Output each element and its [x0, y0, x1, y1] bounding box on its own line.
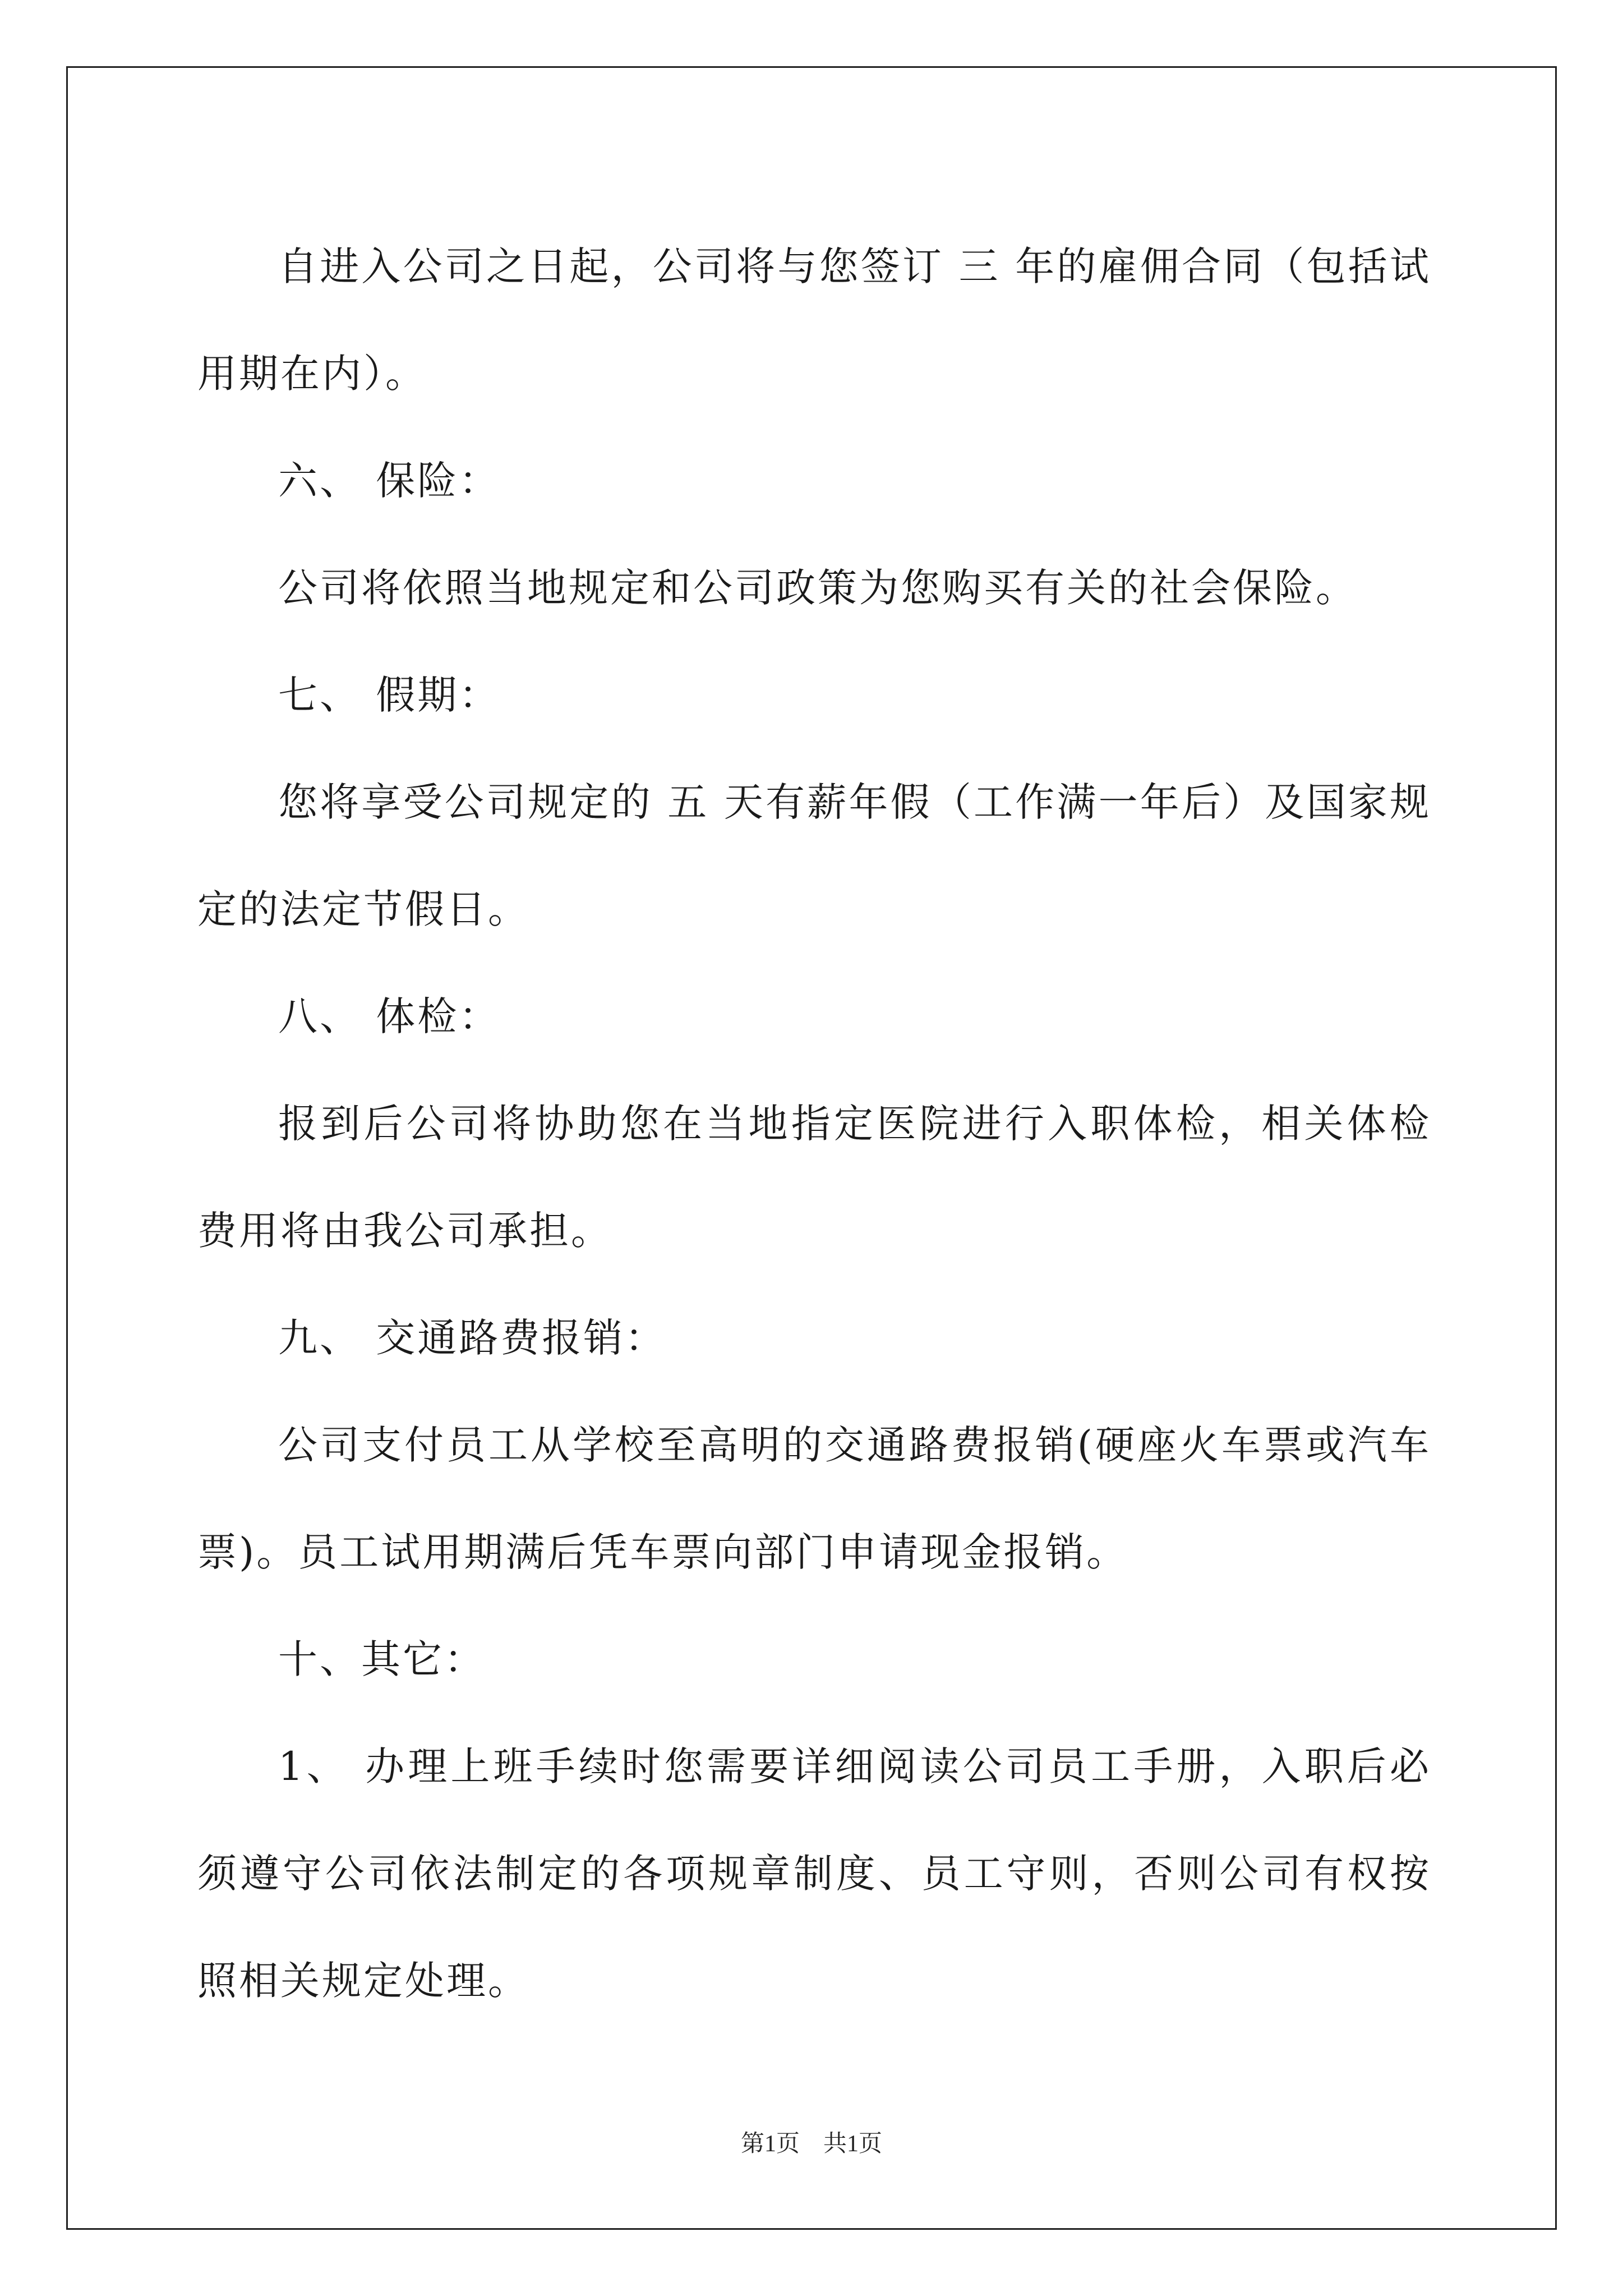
leave-paragraph: 您将享受公司规定的 五 天有薪年假（工作满一年后）及国家规定的法定节假日。 [197, 779, 1431, 932]
section-heading-other: 十、其它： [278, 1636, 486, 1682]
travel-reimbursement-paragraph: 公司支付员工从学校至高明的交通路费报销(硬座火车票或汽车票)。员工试用期满后凭车票向部门申请现金报销。 [197, 1422, 1431, 1575]
section-heading-insurance: 六、 保险： [278, 458, 501, 504]
insurance-paragraph: 公司将依照当地规定和公司政策为您购买有关的社会保险。 [278, 565, 1357, 611]
page-number-footer: 第1页 共1页 [740, 2131, 882, 2157]
document-body [197, 213, 1431, 2035]
section-heading-leave: 七、 假期： [278, 672, 501, 718]
section-heading-medical-exam: 八、 体检： [278, 993, 501, 1039]
section-heading-travel-reimbursement: 九、 交通路费报销： [278, 1315, 667, 1361]
other-item-1-paragraph: 1、 办理上班手续时您需要详细阅读公司员工手册，入职后必须遵守公司依法制定的各项规章制度、员工守则，否则公司有权按照相关规定处理。 [197, 1743, 1431, 2004]
medical-exam-paragraph: 报到后公司将协助您在当地指定医院进行入职体检，相关体检费用将由我公司承担。 [197, 1101, 1431, 1254]
contract-term-paragraph: 自进入公司之日起，公司将与您签订 三 年的雇佣合同（包括试用期在内）。 [197, 243, 1431, 397]
